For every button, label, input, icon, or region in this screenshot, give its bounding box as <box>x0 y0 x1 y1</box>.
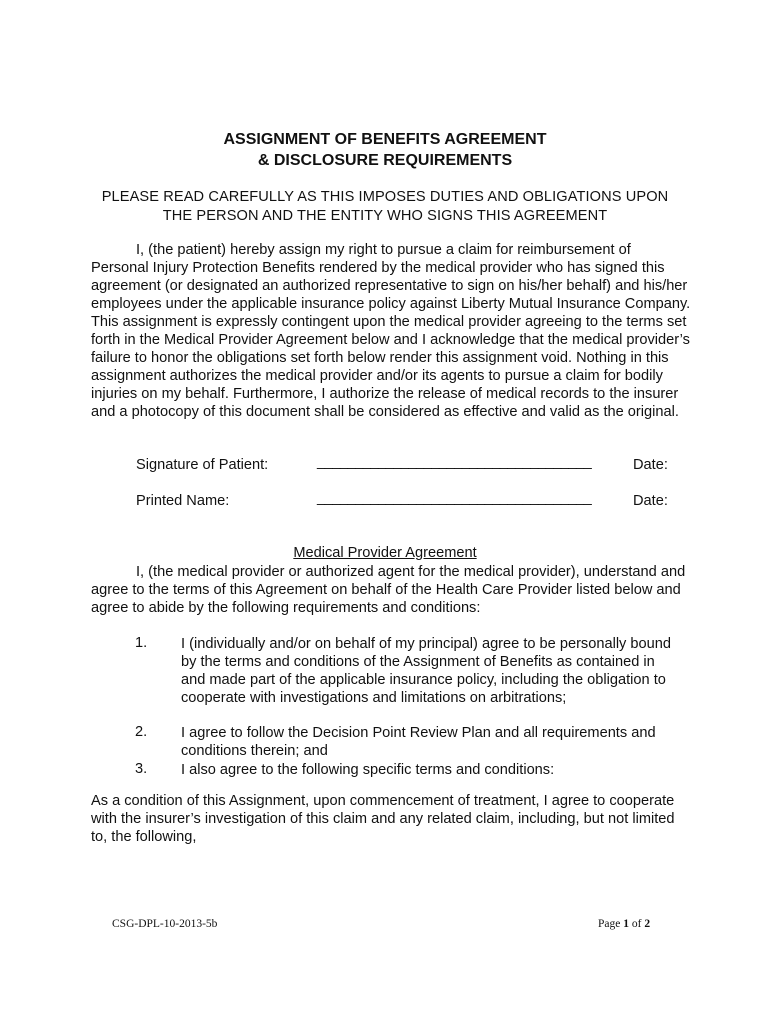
document-title-line-1: ASSIGNMENT OF BENEFITS AGREEMENT <box>223 131 547 148</box>
assignment-paragraph: I, (the patient) hereby assign my right to pursue a claim for reimbursement of Personal Injury Protection Benefits rendered by the medical provider who has signed this agreement (or designated an authorized representative to sign on his/her behalf) and his/her employees under the applicable insurance policy against Liberty Mutual Insurance Company. This assignment is expressly contingent upon the medical provider agreeing to the terms set forth in the Medical Provider Agreement below and I acknowledge that the medical provider’s failure to honor the obligations set forth below render this assignment void. Nothing in this assignment authorizes the medical provider and/or its agents to pursue a claim for bodily injuries on my behalf. Furthermore, I authorize the release of medical records to the insurer and a photocopy of this document shall be considered as effective and valid as the original. <box>91 242 691 420</box>
condition-paragraph: As a condition of this Assignment, upon commencement of treatment, I agree to cooperate with the insurer’s investigation of this claim and any related claim, including, but not limited to, the following, <box>91 793 675 845</box>
provider-agreement-heading: Medical Provider Agreement <box>293 545 477 561</box>
page-of: of <box>631 918 642 930</box>
signature-line[interactable]: ____________________________________ <box>317 454 592 470</box>
page-current: 1 <box>623 918 629 930</box>
list-item-number: 1. <box>135 635 148 651</box>
printed-name-label: Printed Name: <box>136 493 230 509</box>
page-number <box>598 918 650 930</box>
printed-name-line[interactable]: ____________________________________ <box>317 490 592 506</box>
page-total: 2 <box>644 918 651 930</box>
form-code: CSG-DPL-10-2013-5b <box>112 918 218 930</box>
list-item-text: I also agree to the following specific terms and conditions: <box>181 762 555 778</box>
warning-line-2: THE PERSON AND THE ENTITY WHO SIGNS THIS AGREEMENT <box>162 208 608 224</box>
page-word: Page <box>598 918 621 930</box>
date-label: Date: <box>633 457 668 473</box>
warning-line-1: PLEASE READ CAREFULLY AS THIS IMPOSES DUTIES AND OBLIGATIONS UPON <box>101 189 669 205</box>
document-title-line-2: & DISCLOSURE REQUIREMENTS <box>257 152 513 169</box>
list-item-number: 2. <box>135 724 148 740</box>
list-item-text: I (individually and/or on behalf of my principal) agree to be personally bound by the terms and conditions of the Assignment of Benefits as contained in and made part of the applicable insurance policy, including the obligation to cooperate with investigations and limitations on arbitrations; <box>181 636 671 706</box>
provider-paragraph: I, (the medical provider or authorized agent for the medical provider), understand and agree to the terms of this Agreement on behalf of the Health Care Provider listed below and agree to abide by the following requirements and conditions: <box>91 564 686 616</box>
list-item-text: I agree to follow the Decision Point Review Plan and all requirements and conditions therein; and <box>181 725 656 759</box>
date-label: Date: <box>633 493 668 509</box>
signature-label: Signature of Patient: <box>136 457 269 473</box>
list-item-number: 3. <box>135 761 148 777</box>
